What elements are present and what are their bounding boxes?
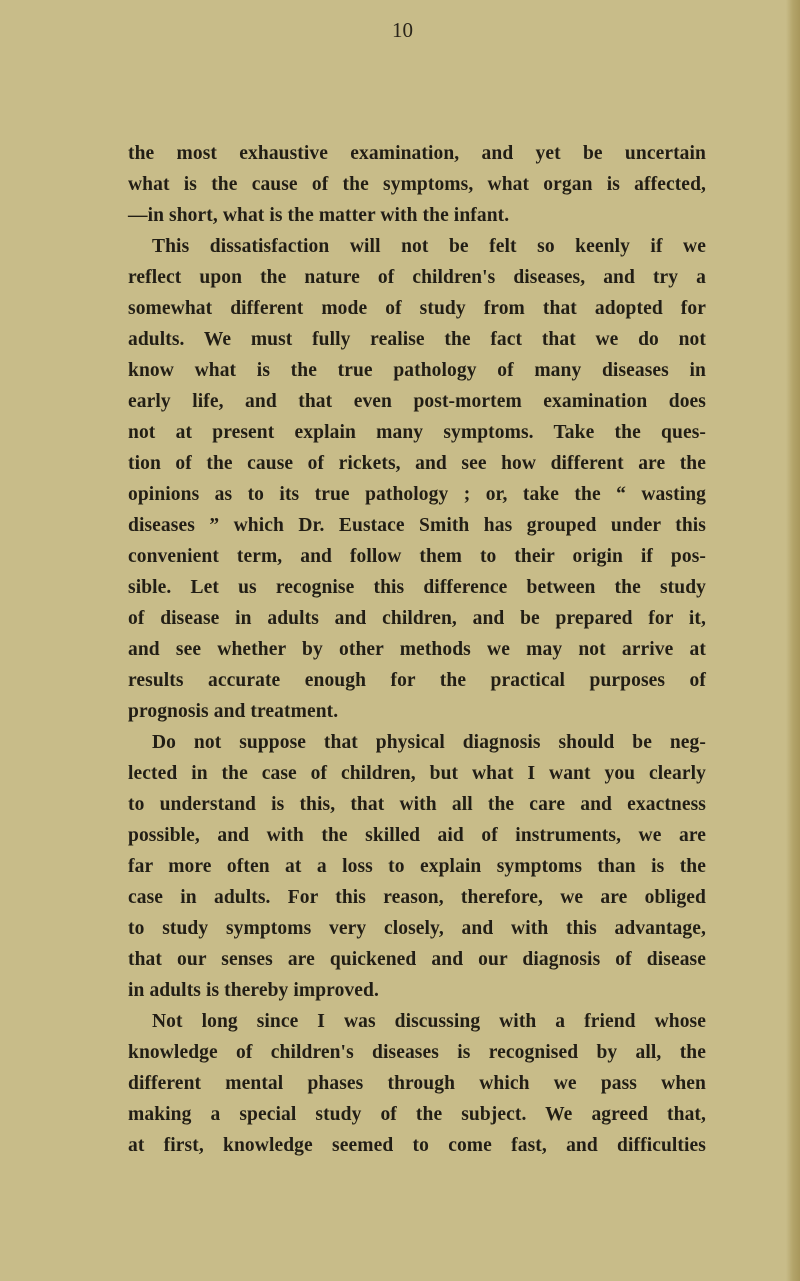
text-line: Do not suppose that physical diagnosis should be neg-	[152, 732, 706, 753]
text-line: to understand is this, that with all the care and exactness	[128, 794, 706, 815]
text-line: that our senses are quickened and our diagnosis of disease	[128, 949, 706, 970]
text-line: case in adults. For this reason, therefore, we are obliged	[128, 887, 706, 908]
text-line: Not long since I was discussing with a friend whose	[152, 1011, 706, 1032]
text-line: opinions as to its true pathology ; or, take the “ wasting	[128, 484, 706, 505]
text-line: diseases ” which Dr. Eustace Smith has grouped under this	[128, 515, 706, 536]
text-line: lected in the case of children, but what I want you clearly	[128, 763, 706, 784]
text-line: far more often at a loss to explain symptoms than is the	[128, 856, 706, 877]
text-line: reflect upon the nature of children's diseases, and try a	[128, 267, 706, 288]
text-line: prognosis and treatment.	[128, 701, 339, 722]
text-line: tion of the cause of rickets, and see how different are the	[128, 453, 706, 474]
text-line: making a special study of the subject. We agreed that,	[128, 1104, 706, 1125]
page-edge-shadow	[786, 0, 800, 1281]
text-line: know what is the true pathology of many diseases in	[128, 360, 706, 381]
text-line: not at present explain many symptoms. Take the ques-	[128, 422, 706, 443]
text-line: sible. Let us recognise this difference between the study	[128, 577, 706, 598]
text-line: what is the cause of the symptoms, what organ is affected,	[128, 174, 706, 195]
text-line: results accurate enough for the practical purposes of	[128, 670, 706, 691]
text-line: the most exhaustive examination, and yet be uncertain	[128, 143, 706, 164]
text-line: —in short, what is the matter with the infant.	[128, 205, 510, 226]
page-number: 10	[392, 18, 413, 42]
text-line: and see whether by other methods we may not arrive at	[128, 639, 706, 660]
text-line: different mental phases through which we pass when	[128, 1073, 706, 1094]
text-line: convenient term, and follow them to their origin if pos-	[128, 546, 706, 567]
text-line: early life, and that even post-mortem examination does	[128, 391, 706, 412]
text-line: of disease in adults and children, and be prepared for it,	[128, 608, 706, 629]
text-line: to study symptoms very closely, and with this advantage,	[128, 918, 706, 939]
text-line: knowledge of children's diseases is recognised by all, the	[128, 1042, 706, 1063]
text-line: This dissatisfaction will not be felt so keenly if we	[152, 236, 706, 257]
text-line: possible, and with the skilled aid of instruments, we are	[128, 825, 706, 846]
body-text	[128, 138, 706, 1161]
text-line: somewhat different mode of study from that adopted for	[128, 298, 706, 319]
text-line: adults. We must fully realise the fact that we do not	[128, 329, 706, 350]
text-line: in adults is thereby improved.	[128, 980, 379, 1001]
text-line: at first, knowledge seemed to come fast, and difficulties	[128, 1135, 706, 1156]
